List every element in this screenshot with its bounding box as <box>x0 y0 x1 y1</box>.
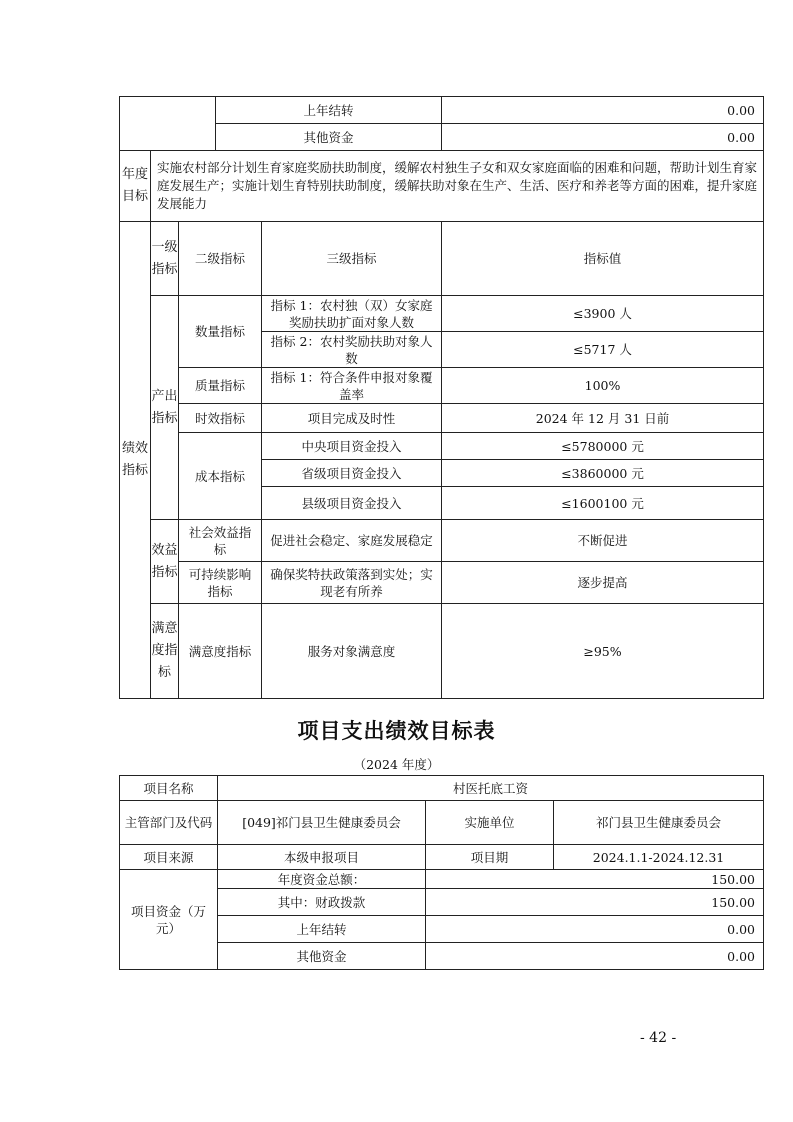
quality-indicators-label: 质量指标 <box>179 368 262 404</box>
satisfaction-level2-label: 满意度指标 <box>179 604 262 699</box>
satisfaction-indicator: 服务对象满意度 <box>262 604 442 699</box>
header-level1: 一级指标 <box>151 222 179 296</box>
funds-total-value: 150.00 <box>426 870 764 889</box>
funds-other-label: 其他资金 <box>218 943 426 970</box>
page-subtitle: （2024 年度） <box>353 757 440 772</box>
project-name-value: 村医托底工资 <box>218 776 764 801</box>
quantity-indicator-2: 指标 2：农村奖励扶助对象人数 <box>262 332 442 368</box>
social-benefit-value: 不断促进 <box>442 520 764 562</box>
source-value: 本级申报项目 <box>218 845 426 870</box>
other-funds-label: 其他资金 <box>216 124 442 151</box>
sustainability-value: 逐步提高 <box>442 562 764 604</box>
funds-label: 项目资金（万元） <box>120 870 218 970</box>
satisfaction-value: ≥95% <box>442 604 764 699</box>
quantity-value-2: ≤5717 人 <box>442 332 764 368</box>
source-label: 项目来源 <box>120 845 218 870</box>
satisfaction-indicators-label: 满意度指标 <box>151 604 179 699</box>
quantity-indicators-label: 数量指标 <box>179 296 262 368</box>
funds-fiscal-value: 150.00 <box>426 889 764 916</box>
sustainability-label: 可持续影响指标 <box>179 562 262 604</box>
performance-table-continued <box>119 96 764 699</box>
quality-value-1: 100% <box>442 368 764 404</box>
page-title: 项目支出绩效目标表 <box>297 719 496 743</box>
benefit-indicators-label: 效益指标 <box>151 520 179 604</box>
project-info-table <box>119 775 764 970</box>
prev-carryover-label: 上年结转 <box>216 97 442 124</box>
impl-unit-value: 祁门县卫生健康委员会 <box>554 801 764 845</box>
cost-value-central: ≤5780000 元 <box>442 433 764 460</box>
header-level3: 三级指标 <box>262 222 442 296</box>
cost-indicators-label: 成本指标 <box>179 433 262 520</box>
funds-fiscal-label: 其中：财政拨款 <box>218 889 426 916</box>
other-funds-value: 0.00 <box>442 124 764 151</box>
prev-carryover-value: 0.00 <box>442 97 764 124</box>
perf-indicators-label: 绩效指标 <box>120 222 151 699</box>
funds-carryover-label: 上年结转 <box>218 916 426 943</box>
social-benefit-label: 社会效益指标 <box>179 520 262 562</box>
annual-goal-label: 年度目标 <box>120 151 151 222</box>
cost-indicator-province: 省级项目资金投入 <box>262 460 442 487</box>
timeliness-indicator: 项目完成及时性 <box>262 404 442 433</box>
annual-goal-text: 实施农村部分计划生育家庭奖励扶助制度，缓解农村独生子女和双女家庭面临的困难和问题，帮助计划生育家庭发展生产；实施计划生育特别扶助制度，缓解扶助对象在生产、生活、医疗和养老等方面的困难，提升家庭发展能力 <box>151 151 764 222</box>
header-level2: 二级指标 <box>179 222 262 296</box>
cost-value-county: ≤1600100 元 <box>442 487 764 520</box>
quantity-value-1: ≤3900 人 <box>442 296 764 332</box>
timeliness-indicators-label: 时效指标 <box>179 404 262 433</box>
page-number: - 42 - <box>640 1030 677 1046</box>
header-value: 指标值 <box>442 222 764 296</box>
dept-value: [049]祁门县卫生健康委员会 <box>218 801 426 845</box>
funds-carryover-value: 0.00 <box>426 916 764 943</box>
social-benefit-indicator: 促进社会稳定、家庭发展稳定 <box>262 520 442 562</box>
period-value: 2024.1.1-2024.12.31 <box>554 845 764 870</box>
timeliness-value: 2024 年 12 月 31 日前 <box>442 404 764 433</box>
dept-label: 主管部门及代码 <box>120 801 218 845</box>
cost-indicator-county: 县级项目资金投入 <box>262 487 442 520</box>
impl-unit-label: 实施单位 <box>426 801 554 845</box>
cost-indicator-central: 中央项目资金投入 <box>262 433 442 460</box>
output-indicators-label: 产出指标 <box>151 296 179 520</box>
period-label: 项目期 <box>426 845 554 870</box>
blank-cell <box>120 97 216 151</box>
quantity-indicator-1: 指标 1：农村独（双）女家庭奖励扶助扩面对象人数 <box>262 296 442 332</box>
quality-indicator-1: 指标 1：符合条件申报对象覆盖率 <box>262 368 442 404</box>
cost-value-province: ≤3860000 元 <box>442 460 764 487</box>
funds-other-value: 0.00 <box>426 943 764 970</box>
sustainability-indicator: 确保奖特扶政策落到实处；实现老有所养 <box>262 562 442 604</box>
project-name-label: 项目名称 <box>120 776 218 801</box>
funds-total-label: 年度资金总额： <box>218 870 426 889</box>
